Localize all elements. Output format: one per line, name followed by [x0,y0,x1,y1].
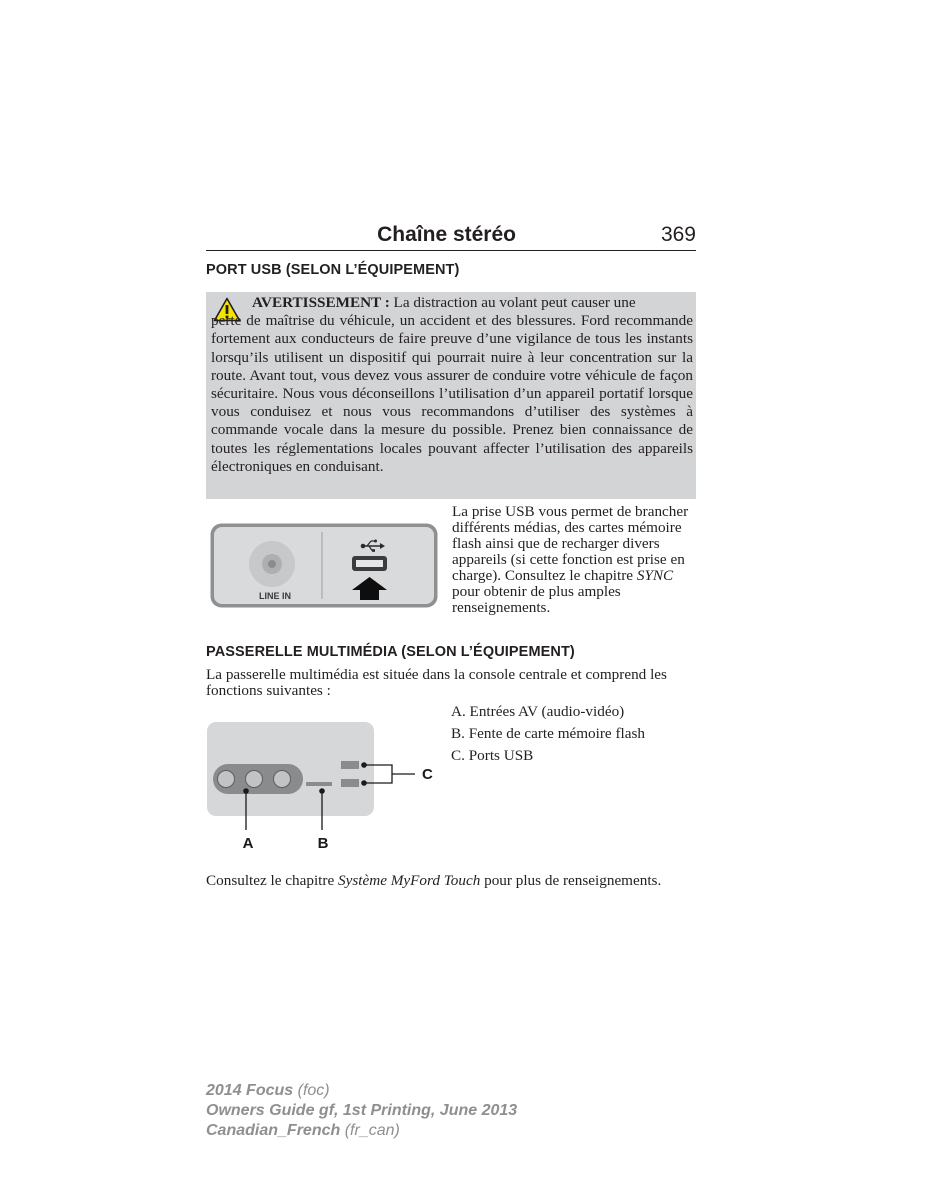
footer-model: 2014 Focus (foc) [206,1082,330,1099]
list-item: A. Entrées AV (audio-vidéo) [451,703,625,720]
usb-port-figure [209,522,439,609]
usb-port-1 [341,761,359,769]
callout-c: C [422,766,433,783]
footer-language: Canadian_French (fr_can) [206,1122,400,1139]
media-hub-heading: PASSERELLE MULTIMÉDIA (SELON L’ÉQUIPEMENT) [206,644,575,660]
usb-port-2 [341,779,359,787]
callout-a: A [242,835,254,852]
warning-text: AVERTISSEMENT : La distraction au volant peut causer une perte de maîtrise du véhicule, un accident et des blessures. Ford recommande fortement aux conducteurs de faire preuve d’une vigilance de tous les instants lorsqu’ils utilisent un dispositif qui pourrait nuire à leur concentration sur la route. Avant tout, vous devez vous assurer de conduire votre véhicule de façon sécuritaire. Nous vous déconseillons l’utilisation d’un appareil portatif lorsque vous conduisez et nous vous recommandons d’utiliser des systèmes à commande vocale dans la mesure du possible. Prenez bien connaissance de toutes les réglementations locales pouvant affecter l’utilisation des appareils électroniques en conduisant. [211,294,693,475]
closing-text: Consultez le chapitre Système MyFord Touch pour plus de renseignements. [206,872,662,889]
usb-section-heading: PORT USB (SELON L’ÉQUIPEMENT) [206,262,460,278]
line-in-label: LINE IN [258,591,292,601]
av-jack-icon [218,771,291,788]
media-hub-intro: La passerelle multimédia est située dans la console centrale et comprend les fonctions suivantes : [206,666,667,699]
callout-b: B [317,835,329,852]
page-title: Chaîne stéréo [377,223,516,246]
line-in-jack-icon [249,541,295,587]
footer-guide: Owners Guide gf, 1st Printing, June 2013 [206,1102,518,1119]
list-item: B. Fente de carte mémoire flash [451,725,645,742]
header-rule [206,250,696,251]
usb-description: La prise USB vous permet de brancher différents médias, des cartes mémoire flash ainsi que de recharger divers appareils (si cette fonction est prise en charge). Consultez le chapitre SYNC pour obtenir de plus amples renseignements. [452,503,689,616]
memory-card-slot [306,782,332,786]
media-hub-figure [204,718,440,854]
warning-label: AVERTISSEMENT : [252,294,390,311]
list-item: C. Ports USB [451,747,534,764]
page-number: 369 [660,223,696,246]
